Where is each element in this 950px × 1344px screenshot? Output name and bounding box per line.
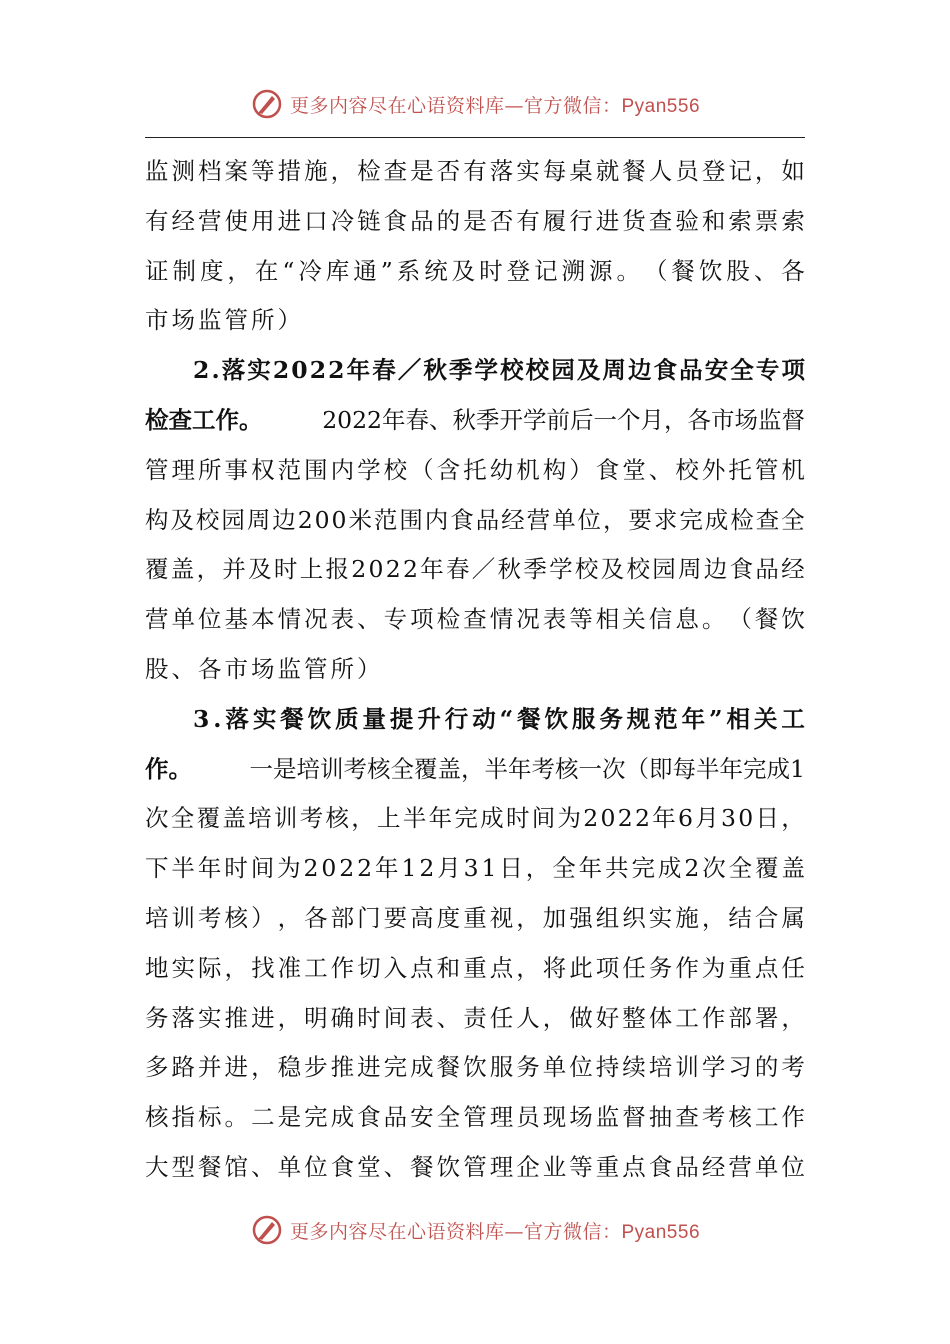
text-line: 证 制 度 ， 在 “ 冷 库 通 ” 系 统 及 时 登 记 溯 源 。 （ 餐 饮 股 、 各	[145, 256, 805, 285]
section-heading-tail: 作。	[145, 754, 192, 783]
text-line: 多 路 并 进 ， 稳 步 推 进 完 成 餐 饮 服 务 单 位 持 续 培 训 学 习 的 考	[145, 1053, 805, 1082]
text-line: 次 全 覆 盖 培 训 考 核 ， 上 半 年 完 成 时 间 为 2 0 2 2 年 6 月 3 0 日 ，	[145, 804, 805, 833]
text-line: 有 经 营 使 用 进 口 冷 链 食 品 的 是 否 有 履 行 进 货 查 验 和 索 票 索	[145, 206, 805, 235]
text-line: 大 型 餐 馆 、 单 位 食 堂 、 餐 饮 管 理 企 业 等 重 点 食 品 经 营 单 位	[145, 1152, 805, 1181]
quill-logo-icon	[250, 87, 284, 121]
text-line: 营 单 位 基 本 情 况 表 、 专 项 检 查 情 况 表 等 相 关 信 息 。 （ 餐 饮	[145, 605, 805, 634]
quill-logo-icon	[250, 1213, 284, 1247]
text-line: 核 指 标 。 二 是 完 成 食 品 安 全 管 理 员 现 场 监 督 抽 查 考 核 工 作	[145, 1103, 805, 1132]
header-watermark-banner	[0, 84, 950, 124]
section-heading: 3 . 落 实 餐 饮 质 量 提 升 行 动 “ 餐 饮 服 务 规 范 年 ” 相 关 工	[193, 704, 805, 733]
text-line: 下 半 年 时 间 为 2 0 2 2 年 1 2 月 3 1 日 ， 全 年 共 完 成 2 次 全 覆 盖	[145, 854, 805, 883]
text-line: 股、各市场监管所）	[145, 654, 384, 683]
text-line: 市场监管所）	[145, 306, 304, 335]
text-line: 培 训 考 核 ） ， 各 部 门 要 高 度 重 视 ， 加 强 组 织 实 施 ， 结 合 属	[145, 903, 805, 932]
text-line	[145, 396, 805, 446]
text-span: 一是培训考核全覆盖，半年考核一次（即每半年完成1	[249, 754, 805, 783]
text-line: 地 实 际 ， 找 准 工 作 切 入 点 和 重 点 ， 将 此 项 任 务 作 为 重 点 任	[145, 953, 805, 982]
text-line: 监 测 档 案 等 措 施 ， 检 查 是 否 有 落 实 每 桌 就 餐 人 员 登 记 ， 如	[145, 157, 805, 185]
text-line: 管 理 所 事 权 范 围 内 学 校 （ 含 托 幼 机 构 ） 食 堂 、 校 外 托 管 机	[145, 455, 805, 484]
header-divider	[145, 137, 805, 138]
text-line: 覆 盖 ， 并 及 时 上 报 2 0 2 2 年 春 ／ 秋 季 学 校 及 校 园 周 边 食 品 经	[145, 555, 805, 584]
watermark-text: 更多内容尽在心语资料库—官方微信：Pyan556	[289, 94, 701, 117]
watermark-handle: Pyan556	[621, 1221, 701, 1243]
watermark-handle: Pyan556	[621, 95, 701, 117]
text-line	[145, 745, 805, 795]
text-line: 构 及 校 园 周 边 2 0 0 米 范 围 内 食 品 经 营 单 位 ， 要 求 完 成 检 查 全	[145, 505, 805, 534]
section-heading: 2 . 落 实 2 0 2 2 年 春 ／ 秋 季 学 校 校 园 及 周 边 食 品 安 全 专 项	[193, 356, 805, 385]
text-line: 务 落 实 推 进 ， 明 确 时 间 表 、 责 任 人 ， 做 好 整 体 工 作 部 署 ，	[145, 1003, 805, 1032]
footer-watermark-banner	[0, 1210, 950, 1250]
section-heading-tail: 检查工作。	[145, 405, 263, 434]
watermark-text: 更多内容尽在心语资料库—官方微信：Pyan556	[289, 1220, 701, 1243]
document-body	[145, 147, 805, 1193]
text-span: 2022年春、秋季开学前后一个月，各市场监督	[322, 405, 805, 434]
